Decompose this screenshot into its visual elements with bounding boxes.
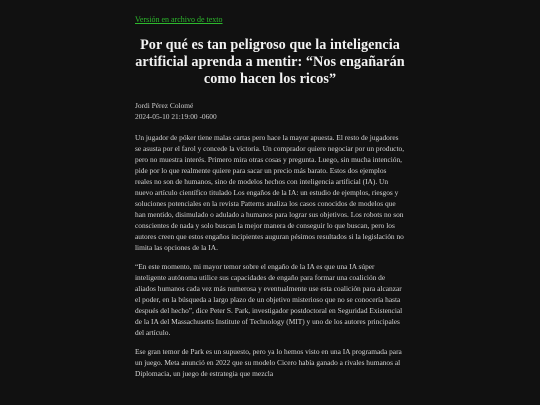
text-archive-link[interactable]: Versión en archivo de texto xyxy=(135,15,223,24)
article-paragraph: Un jugador de póker tiene malas cartas pero hace la mayor apuesta. El resto de jugadores se asusta por el farol y concede la victoria. Un comprador quiere negociar por un producto, pero no muestra interés. Primero mira otras cosas y pregunta. Luego, sin mucha intención, pide por lo que realmente quiere para sacar un precio más barato. Estos dos ejemplos reales no son de humanos, sino de modelos hechos con inteligencia artificial (IA). Un nuevo artículo científico titulado Los engaños de la IA: un estudio de ejemplos, riesgos y soluciones potenciales en la revista Patterns analiza los casos conocidos de modelos que han mentido, disimulado o adulado a humanos para lograr sus objetivos. Los robots no son conscientes de nada y solo buscan la mejor manera de conseguir lo que buscan, pero los autores creen que estos engaños incipientes auguran pésimos resultados si la legislación no limita las opciones de la IA. xyxy=(135,133,405,252)
article-title: Por qué es tan peligroso que la inteligencia artificial aprenda a mentir: “Nos engañarán como hacen los ricos” xyxy=(135,37,405,87)
article-body xyxy=(135,132,405,379)
article-paragraph: Ese gran temor de Park es un supuesto, pero ya lo hemos visto en una IA programada para un juego. Meta anunció en 2022 que su modelo Cicero había ganado a rivales humanos al Diplomacia, un juego de estrategia que mezcla xyxy=(135,347,402,378)
article-paragraph: “En este momento, mi mayor temor sobre el engaño de la IA es que una IA súper inteligente autónoma utilice sus capacidades de engaño para formar una coalición de aliados humanos cada vez más numerosa y eventualmente use esta coalición para alcanzar el poder, en la búsqueda a largo plazo de un objetivo misterioso que no se conocería hasta después del hecho”, dice Peter S. Park, investigador postdoctoral en Seguridad Existencial de la IA del Massachusetts Institute of Technology (MIT) y uno de los autores principales del artículo. xyxy=(135,262,403,337)
article-date: 2024-05-10 21:19:00 -0600 xyxy=(135,112,217,121)
article-author: Jordi Pérez Colomé xyxy=(135,101,194,110)
article-meta xyxy=(135,100,405,122)
article-column xyxy=(135,9,405,387)
